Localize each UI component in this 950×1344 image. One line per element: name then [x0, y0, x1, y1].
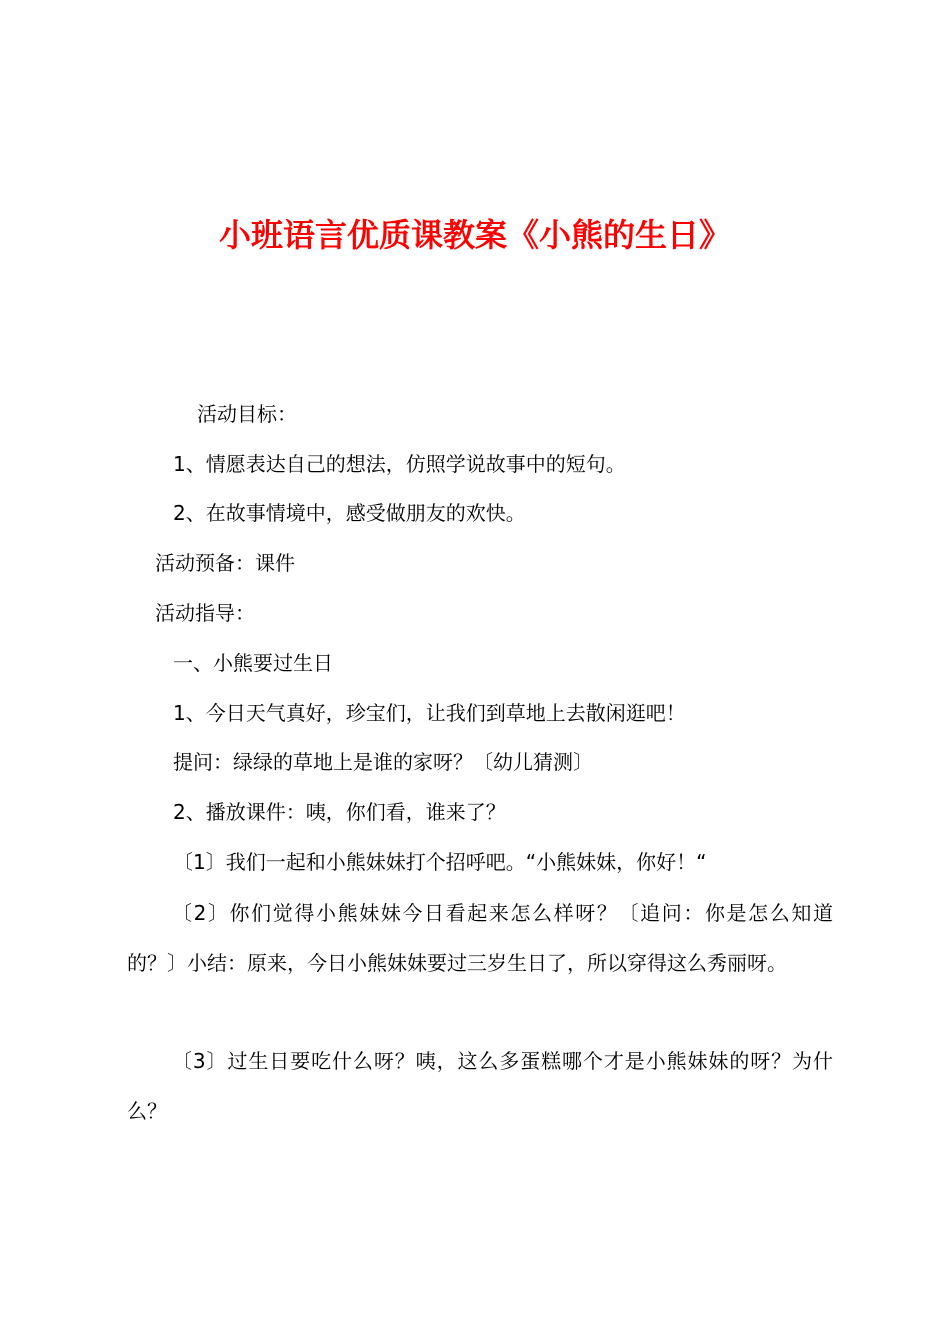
goal-item-1: 1、情愿表达自己的想法，仿照学说故事中的短句。 [173, 452, 626, 476]
step-item-1: 1、今日天气真好，珍宝们，让我们到草地上去散闲逛吧！ [173, 701, 686, 725]
guide-heading: 活动指导： [155, 601, 255, 625]
sub-item-3: 〔3〕过生日要吃什么呀？咦，这么多蛋糕哪个才是小熊妹妹的呀？为什么？ [127, 1049, 833, 1123]
section-heading-1: 一、小熊要过生日 [173, 651, 333, 675]
question-line: 提问：绿绿的草地上是谁的家呀？〔幼儿猜测〕 [173, 750, 593, 774]
goals-heading: 活动目标： [197, 402, 297, 426]
sub-item-1: 〔1〕我们一起和小熊妹妹打个招呼吧。“小熊妹妹，你好！“ [173, 850, 707, 874]
goal-item-2: 2、在故事情境中，感受做朋友的欢快。 [173, 501, 526, 525]
sub-item-2: 〔2〕你们觉得小熊妹妹今日看起来怎么样呀？〔追问：你是怎么知道的？〕小结：原来，今日小熊妹妹要过三岁生日了，所以穿得这么秀丽呀。 [127, 901, 833, 975]
preparation-line: 活动预备：课件 [155, 551, 295, 575]
step-item-2: 2、播放课件：咦，你们看，谁来了？ [173, 800, 506, 824]
document-title: 小班语言优质课教案《小熊的生日》 [218, 216, 731, 254]
